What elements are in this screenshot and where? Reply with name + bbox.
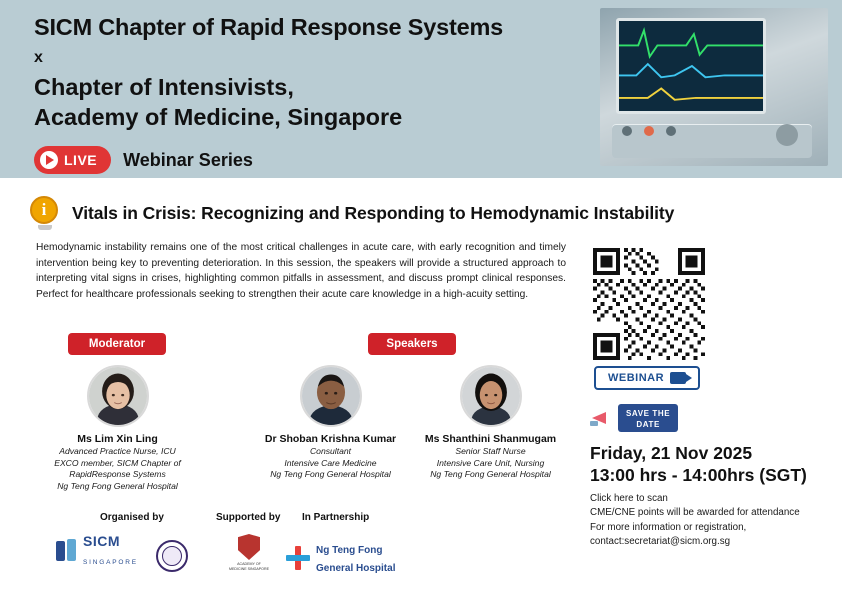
info-icon-base [38, 225, 52, 230]
academy-of-medicine-logo [156, 540, 188, 572]
ecg-waveform-icon [619, 21, 763, 111]
live-badge [34, 146, 111, 174]
qr-code[interactable] [590, 248, 708, 360]
webinar-series-label: Webinar Series [123, 149, 253, 170]
ntfgh-line-1: Ng Teng Fong [316, 545, 383, 556]
scan-note-line-2: CME/CNE points will be awarded for attendance [590, 507, 800, 518]
person-name: Ms Shanthini Shanmugam [424, 433, 557, 445]
megaphone-icon [590, 409, 612, 427]
info-icon [30, 196, 60, 230]
sicm-logo-words [83, 533, 138, 569]
medical-cross-icon [286, 546, 310, 570]
person-detail-4: Ng Teng Fong General Hospital [57, 480, 178, 491]
live-label: LIVE [64, 152, 98, 168]
supported-by-label: Supported by [216, 512, 281, 523]
contact-note-line-1: For more information or registration, [590, 522, 747, 533]
person-card-speaker-1 [248, 365, 413, 481]
speakers-badge: Speakers [368, 333, 456, 355]
header-divider [0, 178, 842, 180]
webinar-button-label: WEBINAR [607, 372, 665, 384]
crest-shield-icon [238, 534, 260, 560]
session-description: Hemodynamic instability remains one of the most critical challenges in acute care, with early recognition and timely intervention being key to preventing deterioration. In this session, the speakers will provide a structured approach to interpreting vital signs in crises, highlighting common pitfalls in assessment, and discuss prompt clinical responses. Perfect for healthcare professionals seeking to strengthen their acute care knowledge in a high-acuity setting. [36, 242, 566, 300]
person-detail-3: Ng Teng Fong General Hospital [430, 469, 551, 479]
poster-header [0, 0, 842, 178]
person-detail-1: Senior Staff Nurse [455, 446, 526, 456]
ntfgh-logo-words [316, 540, 395, 576]
person-detail-2: Intensive Care Unit, Nursing [436, 457, 545, 468]
header-text-block [34, 12, 594, 174]
patient-monitor-photo [600, 8, 828, 166]
monitor-knob [644, 126, 654, 136]
header-title-line-2: Chapter of Intensivists, [34, 74, 294, 100]
header-title-line-1: SICM Chapter of Rapid Response Systems [34, 14, 504, 40]
scan-note-line-1: Click here to scan [590, 493, 668, 504]
avatar [460, 365, 522, 427]
moderator-badge: Moderator [68, 333, 166, 355]
avatar-speaker-2-image [462, 367, 520, 425]
live-row [34, 146, 594, 174]
contact-note [590, 521, 746, 549]
in-partnership-label: In Partnership [302, 512, 370, 523]
play-icon [40, 151, 58, 169]
crest-caption: ACADEMY OF MEDICINE SINGAPORE [229, 562, 269, 571]
sicm-logo-mark-icon [56, 539, 78, 563]
person-card-moderator [30, 365, 205, 492]
page-title: Vitals in Crisis: Recognizing and Responding to Hemodynamic Instability [72, 202, 675, 223]
monitor-knob [666, 126, 676, 136]
person-detail-3: Ng Teng Fong General Hospital [270, 469, 391, 479]
header-title-x: x [34, 49, 43, 66]
person-name: Ms Lim Xin Ling [77, 433, 158, 445]
save-the-date-badge [618, 404, 678, 432]
scan-note [590, 492, 800, 520]
person-detail-2: Intensive Care Medicine [284, 457, 377, 468]
avatar [300, 365, 362, 427]
save-the-date-block [590, 404, 678, 432]
event-date: Friday, 21 Nov 2025 [590, 443, 753, 463]
organised-by-label: Organised by [100, 512, 164, 523]
monitor-dial [776, 124, 798, 146]
header-title-line-3: Academy of Medicine, Singapore [34, 104, 403, 130]
person-detail-1: Consultant [309, 446, 352, 456]
person-detail-3: RapidResponse Systems [69, 469, 166, 479]
avatar [87, 365, 149, 427]
sicm-logo [56, 534, 148, 568]
supporter-crest-logo [228, 534, 270, 574]
save-the-date-line-1: SAVE THE [626, 409, 671, 418]
ntfgh-line-2: General Hospital [316, 563, 396, 574]
contact-note-line-2[interactable]: contact:secretariat@sicm.org.sg [590, 536, 731, 547]
person-card-speaker-2 [408, 365, 573, 481]
person-name: Dr Shoban Krishna Kumar [264, 433, 397, 445]
video-camera-icon [670, 372, 686, 384]
webinar-button[interactable] [594, 366, 700, 390]
monitor-knob [622, 126, 632, 136]
info-icon-bulb: i [30, 196, 58, 224]
sicm-logo-word: SICM [83, 533, 120, 549]
monitor-screen [616, 18, 766, 114]
person-detail-1: Advanced Practice Nurse, ICU [59, 446, 176, 456]
save-the-date-line-2: DATE [636, 420, 660, 429]
qr-code-image[interactable] [590, 248, 708, 360]
event-time: 13:00 hrs - 14:00hrs (SGT) [590, 465, 807, 485]
academy-of-medicine-logo-inner [162, 546, 182, 566]
person-detail-2: EXCO member, SICM Chapter of [54, 457, 181, 468]
ntfgh-logo [286, 540, 395, 576]
session-title-row [30, 196, 820, 230]
avatar-speaker-1-image [302, 367, 360, 425]
sicm-logo-sub: SINGAPORE [83, 559, 138, 566]
avatar-moderator-image [89, 367, 147, 425]
